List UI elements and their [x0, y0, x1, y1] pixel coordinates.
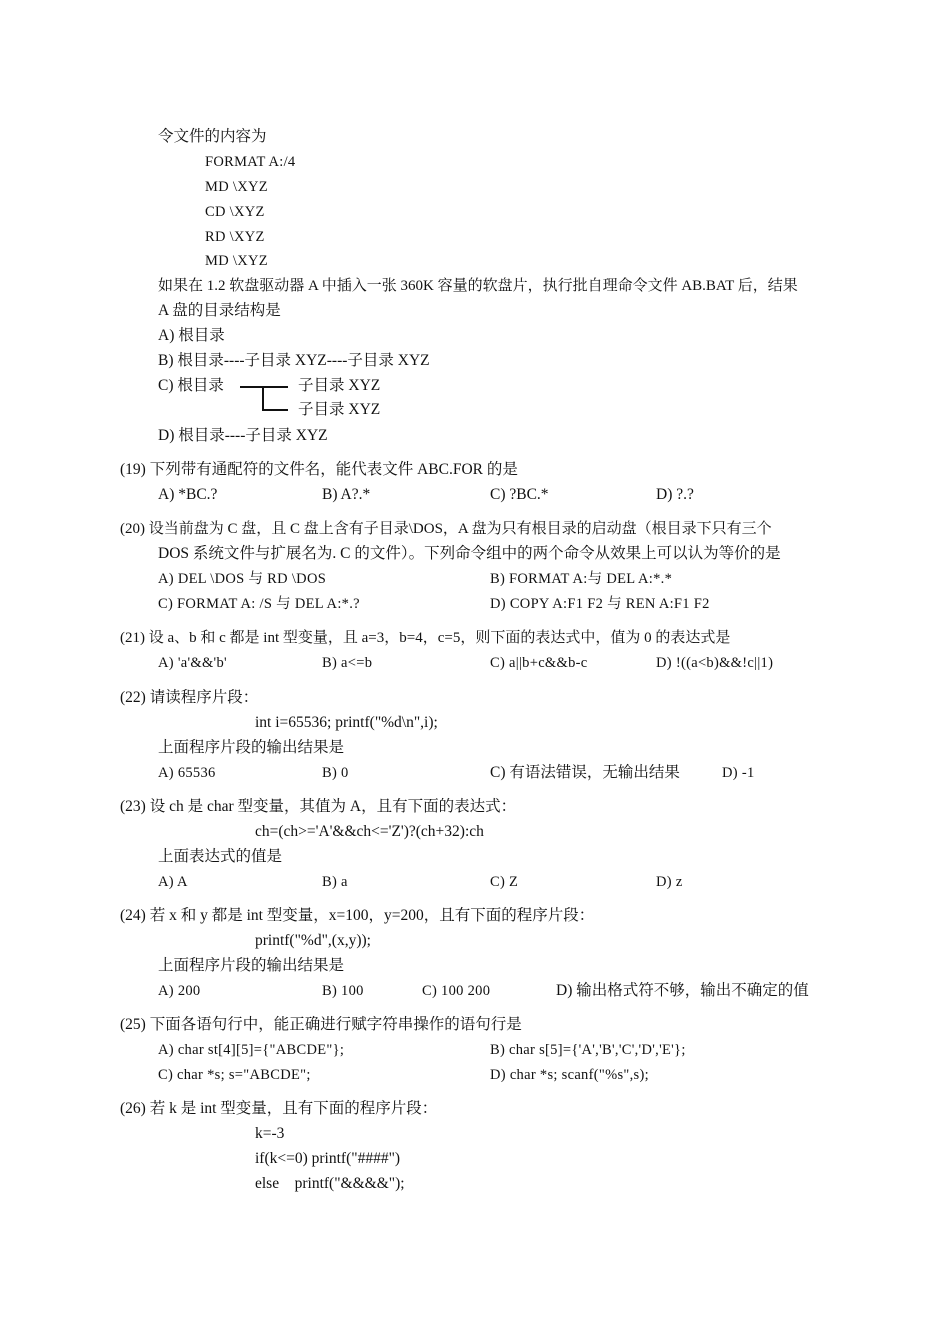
question-stem: (19) 下列带有通配符的文件名，能代表文件 ABC.FOR 的是 [120, 461, 518, 478]
option-b: B) A?.* [322, 486, 371, 503]
tree-node: 子目录 XYZ [298, 401, 381, 418]
option-b: B) a [322, 874, 348, 890]
option-d: D) 输出格式符不够，输出不确定的值 [556, 982, 809, 999]
code-line: k=-3 [255, 1125, 285, 1142]
command-line: CD \XYZ [205, 204, 265, 220]
question-stem: (20) 设当前盘为 C 盘，且 C 盘上含有子目录\DOS，A 盘为只有根目录的启动盘（根目录下只有三个 [120, 521, 772, 537]
question-stem: (22) 请读程序片段： [120, 689, 259, 706]
command-line: FORMAT A:/4 [205, 154, 296, 170]
option-d: D) z [656, 874, 683, 890]
option-b: B) a<=b [322, 655, 373, 671]
tree-node: 子目录 XYZ [298, 377, 381, 394]
tree-branch-line [240, 386, 288, 388]
option-c: C) ?BC.* [490, 486, 549, 503]
option-c: C) 100 200 [422, 983, 491, 999]
tree-branch-line [262, 409, 288, 411]
option-c: C) char *s; s="ABCDE"; [158, 1067, 311, 1083]
question-stem: DOS 系统文件与扩展名为. C 的文件）。下列命令组中的两个命令从效果上可以认为等价的是 [158, 545, 781, 562]
option-c: C) 有语法错误，无输出结果 [490, 764, 680, 781]
tree-vertical-line [262, 386, 264, 410]
option-a: A) 'a'&&'b' [158, 655, 227, 671]
option-d: D) !((a<b)&&!c||1) [656, 655, 774, 671]
option-a: A) 根目录 [158, 327, 225, 344]
option-c: C) a||b+c&&b-c [490, 655, 588, 671]
question-text: 上面表达式的值是 [158, 848, 283, 865]
option-c: C) Z [490, 874, 519, 890]
option-a: A) 200 [158, 983, 201, 999]
question-text: A 盘的目录结构是 [158, 302, 281, 319]
option-c: C) FORMAT A: /S 与 DEL A:*.? [158, 596, 360, 612]
option-a: A) *BC.? [158, 486, 218, 503]
question-stem: (21) 设 a、b 和 c 都是 int 型变量，且 a=3，b=4，c=5，则下面的表达式中，值为 0 的表达式是 [120, 630, 731, 646]
question-stem: (26) 若 k 是 int 型变量，且有下面的程序片段： [120, 1100, 438, 1117]
code-line: int i=65536; printf("%d\n",i); [255, 714, 438, 731]
code-line: if(k<=0) printf("####") [255, 1150, 401, 1167]
option-b: B) FORMAT A:与 DEL A:*.* [490, 571, 673, 587]
code-line: printf("%d",(x,y)); [255, 932, 371, 949]
question-stem: (23) 设 ch 是 char 型变量，其值为 A，且有下面的表达式： [120, 798, 517, 815]
option-c: C) 根目录 [158, 377, 224, 394]
intro-line: 令文件的内容为 [158, 128, 267, 145]
question-text: 上面程序片段的输出结果是 [158, 957, 345, 974]
option-b: B) char s[5]={'A','B','C','D','E'}; [490, 1042, 686, 1058]
option-d: D) COPY A:F1 F2 与 REN A:F1 F2 [490, 596, 710, 612]
question-text: 上面程序片段的输出结果是 [158, 739, 345, 756]
option-a: A) char st[4][5]={"ABCDE"}; [158, 1042, 345, 1058]
option-b: B) 0 [322, 765, 349, 781]
option-a: A) A [158, 874, 188, 890]
option-d: D) 根目录----子目录 XYZ [158, 427, 328, 444]
code-line: else printf("&&&&"); [255, 1175, 405, 1192]
option-d: D) ?.? [656, 486, 694, 503]
question-stem: (25) 下面各语句行中，能正确进行赋字符串操作的语句行是 [120, 1016, 522, 1033]
option-a: A) 65536 [158, 765, 216, 781]
command-line: MD \XYZ [205, 253, 268, 269]
option-d: D) char *s; scanf("%s",s); [490, 1067, 649, 1083]
option-b: B) 100 [322, 983, 364, 999]
question-stem: (24) 若 x 和 y 都是 int 型变量，x=100，y=200，且有下面的程序片段： [120, 907, 595, 924]
command-line: RD \XYZ [205, 229, 265, 245]
option-a: A) DEL \DOS 与 RD \DOS [158, 571, 327, 587]
question-text: 如果在 1.2 软盘驱动器 A 中插入一张 360K 容量的软盘片，执行批自理命令文件 AB.BAT 后，结果 [158, 278, 798, 294]
option-d: D) -1 [722, 765, 755, 781]
command-line: MD \XYZ [205, 179, 268, 195]
code-line: ch=(ch>='A'&&ch<='Z')?(ch+32):ch [255, 823, 484, 840]
option-b: B) 根目录----子目录 XYZ----子目录 XYZ [158, 352, 430, 369]
